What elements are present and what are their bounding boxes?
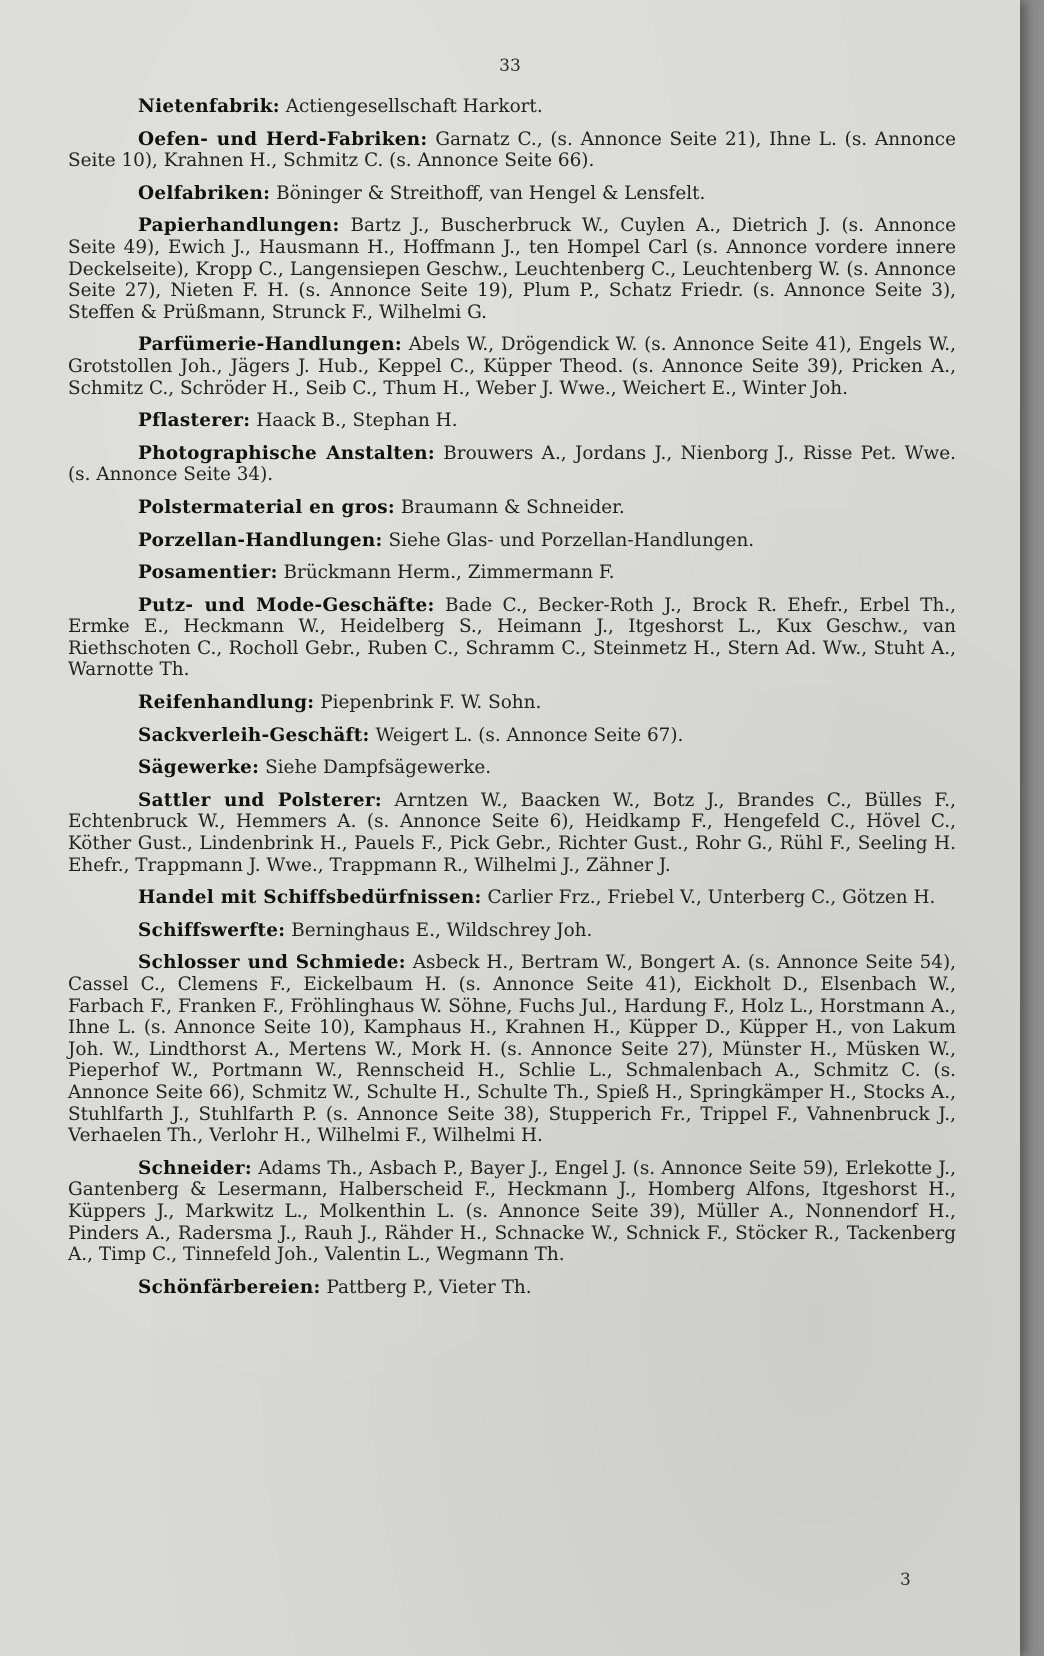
- directory-entry: [68, 562, 956, 584]
- directory-entry: [68, 1277, 956, 1299]
- entry-heading: Posamentier:: [138, 562, 278, 584]
- directory-entry: [68, 410, 956, 432]
- entry-body: Piepenbrink F. W. Sohn.: [320, 692, 542, 714]
- entry-heading: Schiffswerfte:: [138, 919, 286, 941]
- entry-heading: Papierhandlungen:: [138, 215, 340, 237]
- entry-heading: Schlosser und Schmiede:: [138, 952, 406, 974]
- entry-body: Haack B., Stephan H.: [256, 410, 458, 432]
- entry-body: Brouwers A., Jordans J., Nienborg J., Risse Pet. Wwe. (s. Annonce Seite 34).: [68, 442, 956, 486]
- entry-heading: Putz- und Mode-Geschäfte:: [138, 594, 435, 616]
- directory-entry: [68, 725, 956, 747]
- entry-heading: Polstermaterial en gros:: [138, 496, 396, 518]
- entry-heading: Sägewerke:: [138, 757, 260, 779]
- entry-body: Siehe Dampfsägewerke.: [265, 757, 492, 779]
- directory-entry: [68, 497, 956, 519]
- directory-entry: [68, 692, 956, 714]
- entry-body: Actiengesellschaft Harkort.: [285, 96, 543, 117]
- directory-entry: [68, 952, 956, 1146]
- entry-body: Siehe Glas- und Porzellan-Handlungen.: [388, 529, 755, 551]
- directory-entry: [68, 443, 956, 486]
- directory-entry: [68, 183, 956, 205]
- entry-body: Bartz J., Buscherbruck W., Cuylen A., Dietrich J. (s. Annonce Seite 49), Ewich J., Hausmann H., Hoffmann J., ten Hompel Carl (s. Annonce vordere innere Deckelseite), Kropp C., Langensiepen Geschw., Leuchtenberg C., Leuchtenberg W. (s. Annonce Seite 27), Nieten F. H. (s. Annonce Seite 19), Plum P., Schatz Friedr. (s. Annonce Seite 3), Steffen & Prüßmann, Strunck F., Wilhelmi G.: [68, 215, 956, 323]
- entry-body: Garnatz C., (s. Annonce Seite 21), Ihne L. (s. Annonce Seite 10), Krahnen H., Schmitz C. (s. Annonce Seite 66).: [68, 128, 956, 172]
- entry-heading: Parfümerie-Handlungen:: [138, 334, 402, 356]
- directory-entries: [68, 96, 956, 1309]
- entry-heading: Nietenfabrik:: [138, 96, 280, 117]
- entry-body: Asbeck H., Bertram W., Bongert A. (s. Annonce Seite 54), Cassel C., Clemens F., Eickelbaum H. (s. Annonce Seite 41), Eickholt D., Elsenbach W., Farbach F., Franken F., Fröhlinghaus W. Söhne, Fuchs Jul., Hardung F., Holz L., Horstmann A., Ihne L. (s. Annonce Seite 10), Kamphaus H., Krahnen H., Küpper D., Küpper H., von Lakum Joh. W., Lindthorst A., Mertens W., Mork H. (s. Annonce Seite 27), Münster H., Müsken W., Pieperhof W., Portmann W., Rennscheid H., Schlie L., Schmalenbach A., Schmitz C. (s. Annonce Seite 66), Schmitz W., Schulte H., Schulte Th., Spieß H., Springkämper H., Stocks A., Stuhlfarth J., Stuhlfarth P. (s. Annonce Seite 38), Stupperich Fr., Trippel F., Vahnenbruck J., Verhaelen Th., Verlohr H., Wilhelmi F., Wilhelmi H.: [68, 952, 957, 1147]
- page-number-top: 33: [499, 56, 521, 76]
- entry-heading: Schönfärbereien:: [138, 1276, 321, 1298]
- directory-entry: [68, 96, 956, 118]
- entry-heading: Reifenhandlung:: [138, 692, 315, 714]
- entry-body: Bade C., Becker-Roth J., Brock R. Ehefr., Erbel Th., Ermke E., Heckmann W., Heidelberg S., Heimann J., Itgeshorst L., Kux Geschw., van Riethschoten C., Rocholl Gebr., Ruben C., Schramm C., Steinmetz H., Stern Ad. Ww., Stuht A., Warnotte Th.: [68, 594, 956, 681]
- entry-body: Abels W., Drögendick W. (s. Annonce Seite 41), Engels W., Grotstollen Joh., Jägers J. Hub., Keppel C., Küpper Theod. (s. Annonce Seite 39), Pricken A., Schmitz C., Schröder H., Seib C., Thum H., Weber J. Wwe., Weichert E., Winter Joh.: [68, 334, 956, 399]
- directory-entry: [68, 129, 956, 172]
- entry-body: Pattberg P., Vieter Th.: [326, 1276, 532, 1298]
- entry-body: Brückmann Herm., Zimmermann F.: [283, 562, 615, 584]
- entry-body: Arntzen W., Baacken W., Botz J., Brandes C., Bülles F., Echtenbruck W., Hemmers A. (s. Annonce Seite 6), Heidkamp F., Hengefeld C., Hövel C., Köther Gust., Lindenbrink H., Pauels F., Pick Gebr., Richter Gust., Rohr G., Rühl F., Seeling H. Ehefr., Trappmann J. Wwe., Trappmann R., Wilhelmi J., Zähner J.: [68, 789, 956, 876]
- directory-entry: [68, 757, 956, 779]
- entry-heading: Sackverleih-Geschäft:: [138, 724, 370, 746]
- entry-heading: Oelfabriken:: [138, 182, 271, 204]
- entry-body: Berninghaus E., Wildschrey Joh.: [291, 919, 593, 941]
- entry-body: Adams Th., Asbach P., Bayer J., Engel J. (s. Annonce Seite 59), Erlekotte J., Gantenberg & Lesermann, Halberscheid F., Heckmann J., Homberg Alfons, Itgeshorst H., Küppers J., Markwitz L., Molkenthin L. (s. Annonce Seite 39), Müller A., Nonnendorf H., Pinders A., Radersma J., Rauh J., Rähder H., Schnacke W., Schnick F., Stöcker R., Tackenberg A., Timp C., Tinnefeld Joh., Valentin L., Wegmann Th.: [68, 1157, 956, 1266]
- directory-entry: [68, 887, 956, 909]
- entry-heading: Porzellan-Handlungen:: [138, 529, 383, 551]
- entry-heading: Handel mit Schiffsbedürfnissen:: [138, 887, 482, 909]
- entry-body: Braumann & Schneider.: [400, 496, 625, 518]
- directory-entry: [68, 215, 956, 323]
- entry-heading: Schneider:: [138, 1157, 252, 1179]
- entry-body: Carlier Frz., Friebel V., Unterberg C., Götzen H.: [487, 887, 936, 909]
- page-number-bottom: 3: [900, 1570, 911, 1590]
- directory-entry: [68, 1158, 956, 1266]
- entry-heading: Oefen- und Herd-Fabriken:: [138, 128, 428, 150]
- entry-body: Böninger & Streithoff, van Hengel & Lensfelt.: [276, 182, 706, 204]
- entry-heading: Sattler und Polsterer:: [138, 789, 382, 811]
- directory-entry: [68, 530, 956, 552]
- entry-body: Weigert L. (s. Annonce Seite 67).: [375, 724, 684, 746]
- directory-entry: [68, 920, 956, 942]
- directory-entry: [68, 595, 956, 681]
- entry-heading: Photographische Anstalten:: [138, 442, 435, 464]
- directory-entry: [68, 334, 956, 399]
- entry-heading: Pflasterer:: [138, 410, 251, 432]
- directory-entry: [68, 790, 956, 876]
